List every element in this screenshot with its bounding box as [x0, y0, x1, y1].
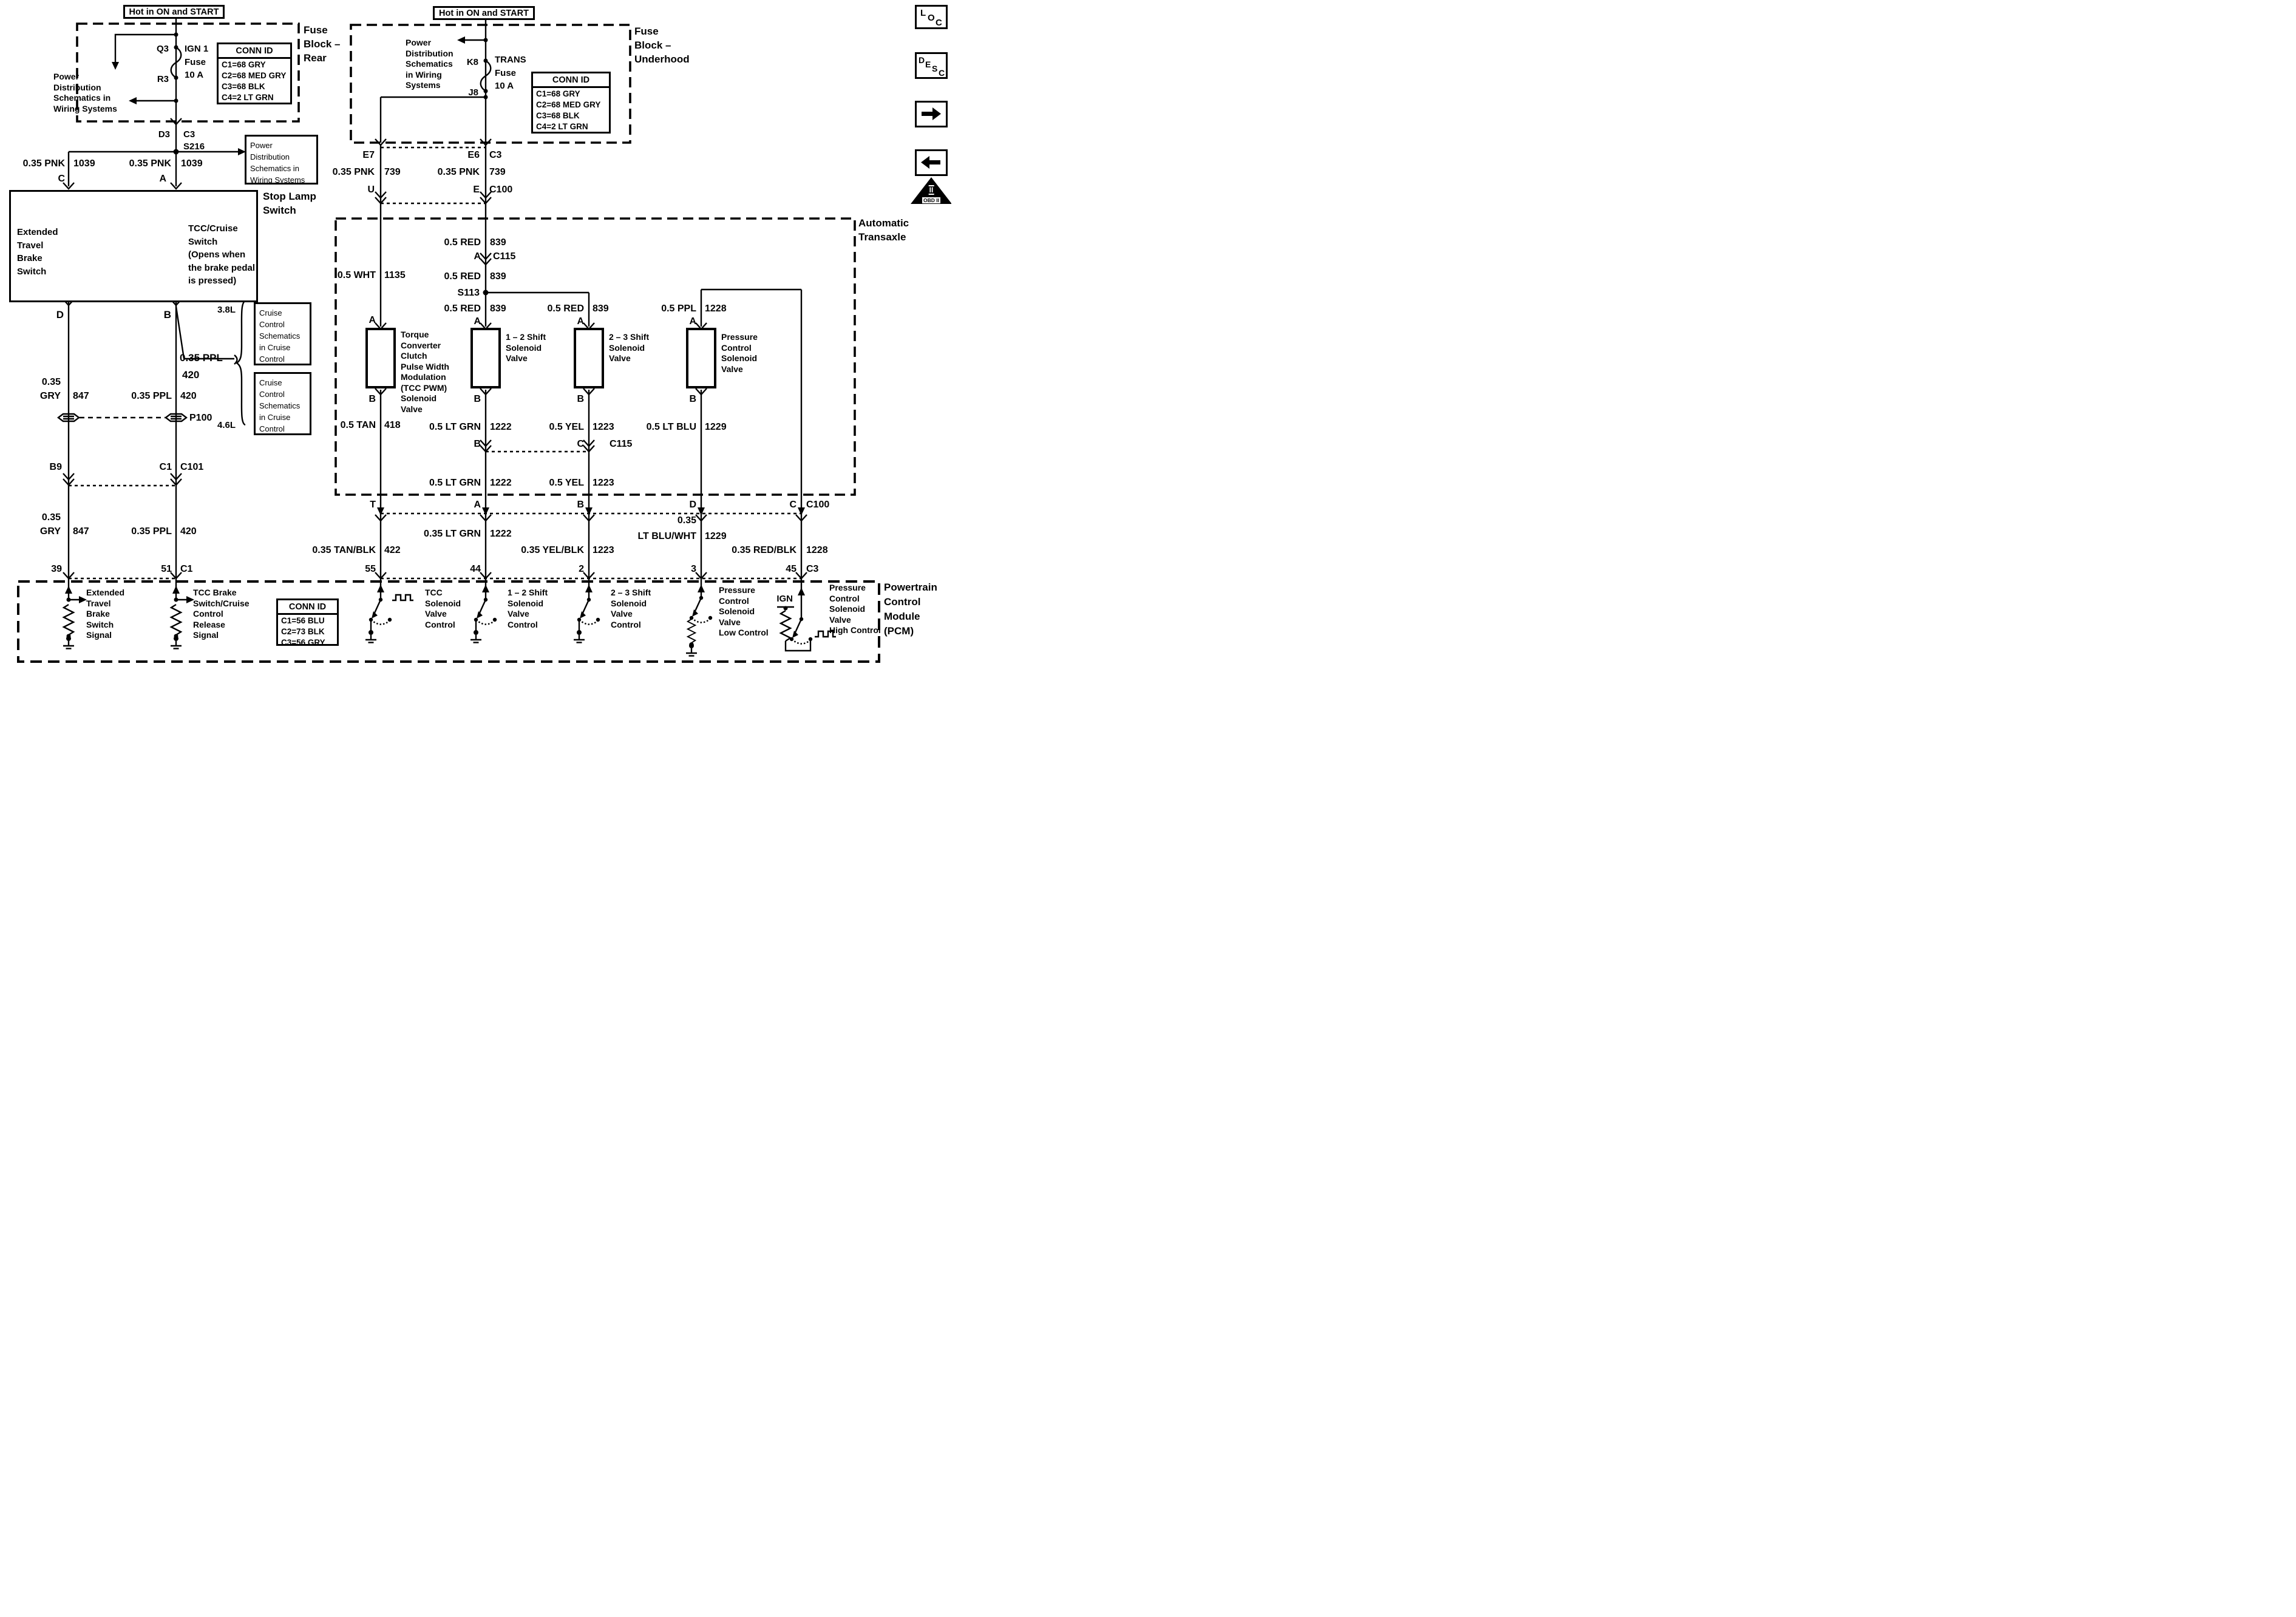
fuse-pin-j8: J8 [468, 87, 478, 98]
wire-circuit: 418 [384, 420, 401, 430]
note-line: Distribution [406, 48, 453, 58]
obd-label: OBD II [923, 197, 939, 203]
desc-letter: D [919, 55, 925, 65]
cruise-brace [237, 301, 245, 425]
pressure-low-control-label [719, 585, 769, 639]
pressure-control-solenoid-box [686, 328, 716, 388]
ref-line: in Cruise [259, 343, 291, 352]
tcc-pwm-solenoid-label [401, 330, 449, 415]
connector-c100-label: C100 [489, 185, 513, 195]
wire-circuit: 1223 [593, 545, 614, 555]
label-line: Solenoid [721, 353, 758, 363]
pin-label-c1: C1 [159, 462, 172, 472]
note-line: Power [53, 72, 80, 81]
pcm-pin-3: 3 [691, 564, 696, 574]
pin-label-b: B [474, 394, 481, 404]
tcc-brake-release-signal-label [193, 588, 250, 641]
tcc-solenoid-control-label [425, 588, 461, 630]
ref-line: in Cruise [259, 413, 291, 422]
wire-gauge: 0.5 WHT [337, 270, 376, 280]
c100-row [375, 507, 807, 578]
conn-id-header: CONN ID [533, 73, 609, 88]
label-line: 1 – 2 Shift [508, 588, 548, 597]
wire-circuit: 839 [490, 271, 506, 282]
note-line: Distribution [53, 82, 101, 92]
label-line: Brake [17, 253, 42, 263]
ign1-fuse-label [185, 42, 208, 82]
pin-label-b: B [577, 500, 584, 510]
label-line: Valve [611, 609, 633, 619]
ref-line: Schematics [259, 401, 301, 410]
conn-id-row: C2=68 MED GRY [536, 100, 601, 109]
pin-label-a: A [689, 316, 696, 327]
connector-c101-label: C101 [180, 462, 204, 472]
wire-gauge: 0.5 RED [444, 303, 481, 314]
label-line: Solenoid [425, 598, 461, 608]
wire-circuit: 739 [489, 167, 506, 177]
cruise-control-ref-box-38l [254, 302, 311, 365]
desc-letter: E [925, 59, 931, 69]
wire-gauge: 0.5 RED [444, 237, 481, 248]
note-line: Schematics in [53, 93, 111, 103]
title-line: Control [884, 596, 921, 608]
wire-circuit: 839 [593, 303, 609, 314]
underhood-power-dist-note [406, 38, 453, 91]
label-line: High Control [829, 625, 881, 635]
pin-label-e7: E7 [362, 150, 375, 160]
label-line: TCC/Cruise [188, 223, 238, 234]
shift-2-3-solenoid-label [609, 332, 649, 364]
extended-travel-brake-signal-label [86, 588, 124, 641]
pin-label-e6: E6 [467, 150, 480, 160]
pin-label-c: C [789, 500, 796, 510]
label-line: Control [829, 593, 860, 603]
wire-circuit: 1228 [806, 545, 828, 555]
wire-gauge: GRY [39, 391, 61, 401]
wire-gauge: 0.35 [677, 515, 696, 526]
fuse-line: IGN 1 [185, 44, 209, 54]
conn-id-row: C4=2 LT GRN [222, 93, 274, 102]
engine-3-8l-label: 3.8L [217, 305, 236, 315]
fuse-block-rear-title [304, 23, 340, 65]
conn-id-header: CONN ID [219, 44, 290, 59]
label-line: (TCC PWM) [401, 382, 447, 393]
title-line: Fuse [634, 25, 659, 37]
wire-circuit: 1222 [490, 422, 512, 432]
label-line: Release [193, 619, 225, 629]
wire-gauge: 0.35 LT GRN [424, 529, 481, 539]
title-line: Block – [304, 38, 341, 50]
desc-letter: C [939, 68, 945, 78]
shift-1-2-solenoid-label [506, 332, 546, 364]
fuse-line: 10 A [495, 81, 514, 91]
cruise-control-ref-box-46l [254, 372, 311, 435]
pcm-pin-39: 39 [51, 564, 62, 574]
label-line: Pulse Width [401, 361, 449, 371]
ref-line: Distribution [250, 152, 290, 161]
pin-label-d: D [689, 500, 696, 510]
wire-circuit: 420 [180, 526, 197, 537]
wire-gauge: 0.5 YEL [549, 478, 584, 488]
wire-gauge: LT BLU/WHT [637, 531, 696, 541]
pin-label-b: B [474, 439, 481, 449]
wiring-diagram-page [0, 0, 951, 670]
shift-2-3-control-label [611, 588, 651, 630]
wire-circuit: 739 [384, 167, 401, 177]
pin-label-b: B [163, 309, 171, 320]
conn-id-table-rear [217, 42, 292, 104]
pin-label-a: A [474, 316, 481, 327]
label-line: 1 – 2 Shift [506, 332, 546, 342]
wire-circuit: 1039 [73, 158, 95, 169]
wire-circuit: 1228 [705, 303, 727, 314]
wire-gauge: 0.35 PPL [131, 391, 172, 401]
back-arrow-icon [917, 151, 945, 174]
left-runs [58, 301, 245, 598]
label-line: Extended [86, 588, 125, 597]
pin-label-u: U [367, 185, 375, 195]
hot-in-on-start-banner-left [123, 5, 225, 19]
label-line: TCC Brake [193, 588, 237, 597]
label-line: is pressed) [188, 276, 237, 286]
note-line: Systems [406, 80, 441, 90]
wire-circuit: 847 [73, 391, 89, 401]
ref-line: Schematics [259, 331, 301, 341]
label-line: Solenoid [829, 604, 866, 614]
loc-letter: L [920, 8, 926, 18]
label-line: Valve [829, 614, 851, 625]
ref-line: Control [259, 354, 285, 364]
label-line: Solenoid [611, 598, 647, 608]
pin-label: C [58, 174, 65, 184]
connector-c3-label: C3 [489, 150, 502, 160]
conn-id-table-pcm [276, 598, 339, 646]
conn-id-row: C1=56 BLU [281, 616, 325, 625]
ref-line: Control [259, 424, 285, 433]
ign-label: IGN [776, 594, 793, 604]
label-line: the brake pedal [188, 262, 256, 273]
wire-gauge: 0.35 PPL [180, 352, 223, 364]
pcm-pin-44: 44 [470, 564, 481, 574]
conn-id-row: C3=68 BLK [222, 82, 265, 91]
pin-label-a: A [577, 316, 584, 327]
label-line: Modulation [401, 372, 446, 382]
label-line: Clutch [401, 351, 427, 361]
label-line: Switch [86, 619, 114, 629]
power-distribution-ref-box [245, 135, 318, 185]
pin-label-a: A [474, 500, 481, 510]
stop-lamp-switch-title [263, 189, 316, 217]
wire-circuit: 1135 [384, 270, 406, 280]
wire-circuit: 1229 [705, 422, 727, 432]
fuse-line: Fuse [495, 67, 517, 78]
exit-pin-c3: C3 [183, 129, 195, 140]
exit-pin-d3: D3 [158, 129, 170, 140]
transaxle-wiring [375, 253, 801, 618]
trans-fuse-label [495, 53, 526, 93]
label-line: Control [611, 619, 641, 629]
label-line: Switch/Cruise [193, 598, 250, 608]
label-line: Extended [17, 227, 58, 237]
label-line: Valve [508, 609, 529, 619]
ref-line: Cruise [259, 378, 282, 387]
label-line: 2 – 3 Shift [611, 588, 651, 597]
wire-circuit: 839 [490, 303, 506, 314]
wire-gauge: 0.5 LT GRN [429, 478, 481, 488]
pcm-pin-55: 55 [365, 564, 376, 574]
pin-label-b: B [577, 394, 584, 404]
pcm-pin-45: 45 [786, 564, 796, 574]
label-line: Control [508, 619, 538, 629]
wire-circuit: 422 [384, 545, 401, 555]
pcm-pin-2: 2 [579, 564, 584, 574]
note-line: Wiring Systems [53, 103, 117, 114]
wire-circuit: 420 [180, 391, 197, 401]
label-line: (Opens when [188, 249, 246, 260]
title-line: Fuse [304, 24, 328, 36]
wire-circuit: 839 [490, 237, 506, 248]
conn-id-row: C2=68 MED GRY [222, 71, 287, 80]
wire-gauge: 0.5 YEL [549, 422, 584, 432]
label-line: Converter [401, 340, 441, 350]
ref-line: Control [259, 320, 285, 329]
hot-label: Hot in ON and START [129, 7, 219, 17]
shift-2-3-solenoid-box [574, 328, 604, 388]
label-line: Travel [86, 598, 111, 608]
title-line: Block – [634, 39, 671, 51]
fuse-pin-k8: K8 [466, 57, 478, 67]
label-line: Pressure [719, 585, 755, 595]
label-line: Valve [401, 404, 423, 414]
label-line: Valve [719, 617, 741, 627]
label-line: Switch [188, 236, 218, 247]
connector-c100-label: C100 [806, 500, 830, 510]
obd-numeral: II [929, 186, 934, 194]
conn-id-row: C1=68 GRY [222, 60, 266, 69]
wire-circuit: 1039 [181, 158, 203, 169]
wire-gauge: 0.35 TAN/BLK [312, 545, 376, 555]
conn-id-row: C2=73 BLK [281, 627, 325, 636]
splice-s216-label: S216 [183, 141, 205, 152]
pin-label-b: B [369, 394, 376, 404]
label-line: Solenoid [506, 342, 542, 353]
wire-gauge: 0.35 YEL/BLK [521, 545, 584, 555]
tcc-pwm-solenoid-box [365, 328, 396, 388]
label-line: Pressure [829, 583, 866, 592]
forward-button[interactable] [915, 101, 948, 127]
title-line: Automatic [858, 217, 909, 229]
pin-label-a: A [369, 315, 376, 325]
label-line: Pressure [721, 332, 758, 342]
wire-circuit: 1229 [705, 531, 727, 541]
shift-1-2-solenoid-box [470, 328, 501, 388]
wire-gauge: 0.35 PNK [129, 158, 171, 169]
desc-letter: S [932, 64, 938, 73]
wire-gauge: 0.35 [41, 512, 61, 523]
wire-gauge: GRY [39, 526, 61, 537]
label-line: Solenoid [719, 606, 755, 616]
splice-s113-label: S113 [457, 288, 480, 298]
pin-label: A [159, 174, 166, 184]
grommet-p100-label: P100 [189, 413, 212, 423]
wire-circuit: 420 [182, 369, 200, 381]
conn-id-row: C3=56 GRY [281, 638, 325, 647]
wire-circuit: 1222 [490, 529, 512, 539]
label-line: TCC [425, 588, 443, 597]
shift-1-2-control-label [508, 588, 548, 630]
engine-4-6l-label: 4.6L [217, 420, 236, 430]
fuse-block-underhood-title [634, 24, 690, 66]
label-line: Valve [721, 364, 743, 374]
pin-label-c: C [577, 439, 584, 449]
wire-gauge: 0.5 PPL [661, 303, 696, 314]
label-line: 2 – 3 Shift [609, 332, 650, 342]
back-button[interactable] [915, 149, 948, 176]
forward-arrow-icon [917, 103, 945, 125]
tcc-cruise-switch-label [188, 222, 255, 288]
wire-gauge: 0.35 RED/BLK [732, 545, 796, 555]
ref-line: Control [259, 390, 285, 399]
connector-c115-label: C115 [610, 439, 633, 449]
fuse-line: TRANS [495, 55, 526, 65]
title-line: (PCM) [884, 625, 914, 637]
connector-c115-label: C115 [493, 251, 516, 262]
wire-circuit: 847 [73, 526, 89, 537]
wire-circuit: 1222 [490, 478, 512, 488]
connector-c1-label: C1 [180, 564, 193, 574]
wire-gauge: 0.5 RED [547, 303, 584, 314]
label-line: Signal [193, 630, 219, 640]
title-line: Switch [263, 205, 296, 216]
obd-ii-badge[interactable] [911, 177, 951, 204]
ref-line: Cruise [259, 308, 282, 317]
title-line: Transaxle [858, 231, 906, 243]
conn-id-row: C1=68 GRY [536, 89, 580, 98]
hot-in-on-start-banner-right [433, 6, 535, 20]
hot-label: Hot in ON and START [439, 8, 529, 18]
note-line: in Wiring [406, 69, 442, 80]
wire-gauge: 0.35 PNK [22, 158, 65, 169]
pressure-high-control-label [829, 583, 881, 636]
label-line: Low Control [719, 628, 769, 637]
wire-gauge: 0.5 LT BLU [646, 422, 696, 432]
note-line: Power [406, 38, 432, 47]
wire-gauge: 0.35 PNK [437, 167, 480, 177]
loc-button[interactable] [915, 5, 948, 29]
loc-letter: O [928, 13, 935, 23]
label-line: Control [721, 342, 752, 353]
title-line: Stop Lamp [263, 191, 316, 202]
wire-gauge: 0.35 [41, 377, 61, 387]
automatic-transaxle-title [858, 216, 909, 244]
conn-id-row: C3=68 BLK [536, 111, 580, 120]
pcm-title [884, 580, 937, 639]
pin-label-a: A [474, 251, 481, 262]
fuse-line: Fuse [185, 56, 206, 67]
fuse-pin-r3: R3 [157, 74, 169, 84]
pin-label-e: E [473, 185, 480, 195]
connector-c3-label: C3 [806, 564, 819, 574]
label-line: Control [193, 609, 223, 619]
pressure-control-solenoid-label [721, 332, 758, 375]
label-line: Travel [17, 240, 44, 251]
pin-label-t: T [370, 500, 376, 510]
label-line: Valve [609, 353, 631, 363]
label-line: Signal [86, 630, 112, 640]
wire-circuit: 1223 [593, 422, 614, 432]
label-line: Switch [17, 266, 47, 277]
label-line: Solenoid [609, 342, 645, 353]
ref-line: Schematics in [250, 164, 299, 173]
label-line: Solenoid [401, 393, 437, 403]
title-line: Rear [304, 52, 327, 64]
ref-line: Wiring Systems [250, 175, 305, 185]
title-line: Underhood [634, 53, 690, 65]
label-line: Torque [401, 330, 429, 339]
label-line: Control [719, 595, 749, 606]
conn-id-table-underhood [531, 72, 611, 134]
wire-gauge: 0.5 TAN [340, 420, 376, 430]
label-line: Brake [86, 609, 110, 619]
desc-button[interactable] [915, 52, 948, 79]
note-line: Schematics [406, 59, 453, 69]
conn-id-header: CONN ID [278, 600, 337, 615]
label-line: Valve [425, 609, 447, 619]
extended-travel-brake-switch-label [17, 226, 58, 278]
fuse-pin-q3: Q3 [156, 44, 169, 54]
fuse-line: 10 A [185, 70, 204, 80]
label-line: Valve [506, 353, 528, 363]
wire-gauge: 0.35 PPL [131, 526, 172, 537]
label-line: Solenoid [508, 598, 544, 608]
pin-label-b9: B9 [49, 462, 62, 472]
wire-gauge: 0.35 PNK [332, 167, 375, 177]
pcm-pin-51: 51 [161, 564, 172, 574]
pin-label-d: D [56, 309, 64, 320]
loc-letter: C [936, 18, 942, 28]
wire-gauge: 0.5 RED [444, 271, 481, 282]
rear-power-dist-note [53, 72, 117, 114]
label-line: Control [425, 619, 455, 629]
pin-label-b: B [689, 394, 696, 404]
wire-gauge: 0.5 LT GRN [429, 422, 481, 432]
title-line: Module [884, 611, 920, 622]
wire-circuit: 1223 [593, 478, 614, 488]
conn-id-row: C4=2 LT GRN [536, 122, 588, 131]
ref-line: Power [250, 141, 273, 150]
title-line: Powertrain [884, 581, 937, 593]
